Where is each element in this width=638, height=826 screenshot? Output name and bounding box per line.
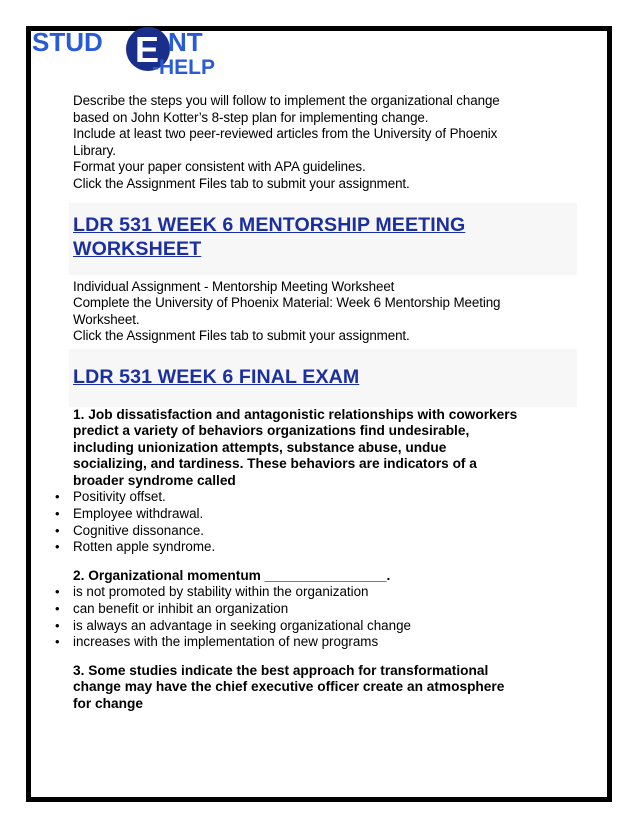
- bullet-icon: •: [55, 617, 60, 633]
- question-3-line: for change: [73, 695, 143, 711]
- list-item: [55, 489, 569, 506]
- mentorship-line: Individual Assignment - Mentorship Meeting Worksheet: [73, 278, 395, 294]
- final-exam-heading-block: [69, 349, 577, 407]
- bullet-icon: •: [55, 489, 60, 505]
- mentorship-heading-line: LDR 531 WEEK 6 MENTORSHIP MEETING: [73, 213, 466, 236]
- option-text: Rotten apple syndrome.: [73, 539, 216, 555]
- list-item: [55, 539, 569, 556]
- option-text: is always an advantage in seeking organizational change: [73, 617, 411, 633]
- logo-text-help: -HELP: [152, 56, 215, 78]
- intro-line: based on John Kotter’s 8-step plan for implementing change.: [73, 109, 429, 125]
- intro-line: Click the Assignment Files tab to submit your assignment.: [73, 175, 410, 191]
- final-exam-heading[interactable]: LDR 531 WEEK 6 FINAL EXAM: [73, 365, 360, 388]
- option-text: increases with the implementation of new programs: [73, 634, 379, 650]
- mentorship-paragraph: [73, 279, 569, 345]
- bullet-icon: •: [55, 506, 60, 522]
- question-3-line: change may have the chief executive officer create an atmosphere: [73, 679, 505, 695]
- mentorship-heading-block: [69, 203, 577, 275]
- mentorship-heading-line: WORKSHEET: [73, 237, 202, 260]
- bullet-icon: •: [55, 522, 60, 538]
- logo-text-nt: NT: [168, 27, 203, 57]
- intro-line: Format your paper consistent with APA guidelines.: [73, 159, 366, 175]
- bullet-icon: •: [55, 584, 60, 600]
- question-3: [73, 663, 569, 713]
- intro-paragraph: [73, 93, 569, 193]
- question-2-text: 2. Organizational momentum ________________.: [73, 567, 391, 583]
- list-item: [55, 506, 569, 523]
- option-text: Positivity offset.: [73, 489, 166, 505]
- mentorship-line: Worksheet.: [73, 311, 140, 327]
- question-1-line: including unionization attempts, substance abuse, undue: [73, 439, 447, 455]
- question-2-options: [55, 584, 569, 650]
- bullet-icon: •: [55, 634, 60, 650]
- student-help-logo: [30, 22, 230, 78]
- mentorship-line: Complete the University of Phoenix Material: Week 6 Mentorship Meeting: [73, 295, 501, 311]
- mentorship-heading[interactable]: [73, 213, 573, 261]
- list-item: [55, 600, 569, 618]
- mentorship-line: Click the Assignment Files tab to submit your assignment.: [73, 328, 410, 344]
- intro-line: Library.: [73, 142, 116, 158]
- bullet-icon: •: [55, 600, 60, 616]
- question-3-line: 3. Some studies indicate the best approach for transformational: [73, 662, 489, 678]
- question-1-line: predict a variety of behaviors organizations find undesirable,: [73, 423, 470, 439]
- question-1-line: 1. Job dissatisfaction and antagonistic relationships with coworkers: [73, 406, 518, 422]
- option-text: is not promoted by stability within the organization: [73, 584, 369, 600]
- list-item: [55, 617, 569, 635]
- document-content: [55, 93, 569, 712]
- question-1-options: [55, 489, 569, 555]
- option-text: Employee withdrawal.: [73, 506, 204, 522]
- intro-line: Describe the steps you will follow to implement the organizational change: [73, 93, 500, 108]
- option-text: can benefit or inhibit an organization: [73, 600, 289, 616]
- list-item: [55, 522, 569, 540]
- intro-line: Include at least two peer-reviewed articles from the University of Phoenix: [73, 126, 498, 142]
- logo-text-stud: STUD: [32, 27, 103, 57]
- list-item: [55, 634, 569, 651]
- question-1: [73, 407, 569, 490]
- question-2: [73, 568, 569, 585]
- logo-emblem-letter: E: [135, 29, 160, 70]
- list-item: [55, 584, 569, 601]
- bullet-icon: •: [55, 539, 60, 555]
- question-1-line: socializing, and tardiness. These behaviors are indicators of a: [73, 456, 477, 472]
- option-text: Cognitive dissonance.: [73, 522, 205, 538]
- question-1-line: broader syndrome called: [73, 472, 236, 488]
